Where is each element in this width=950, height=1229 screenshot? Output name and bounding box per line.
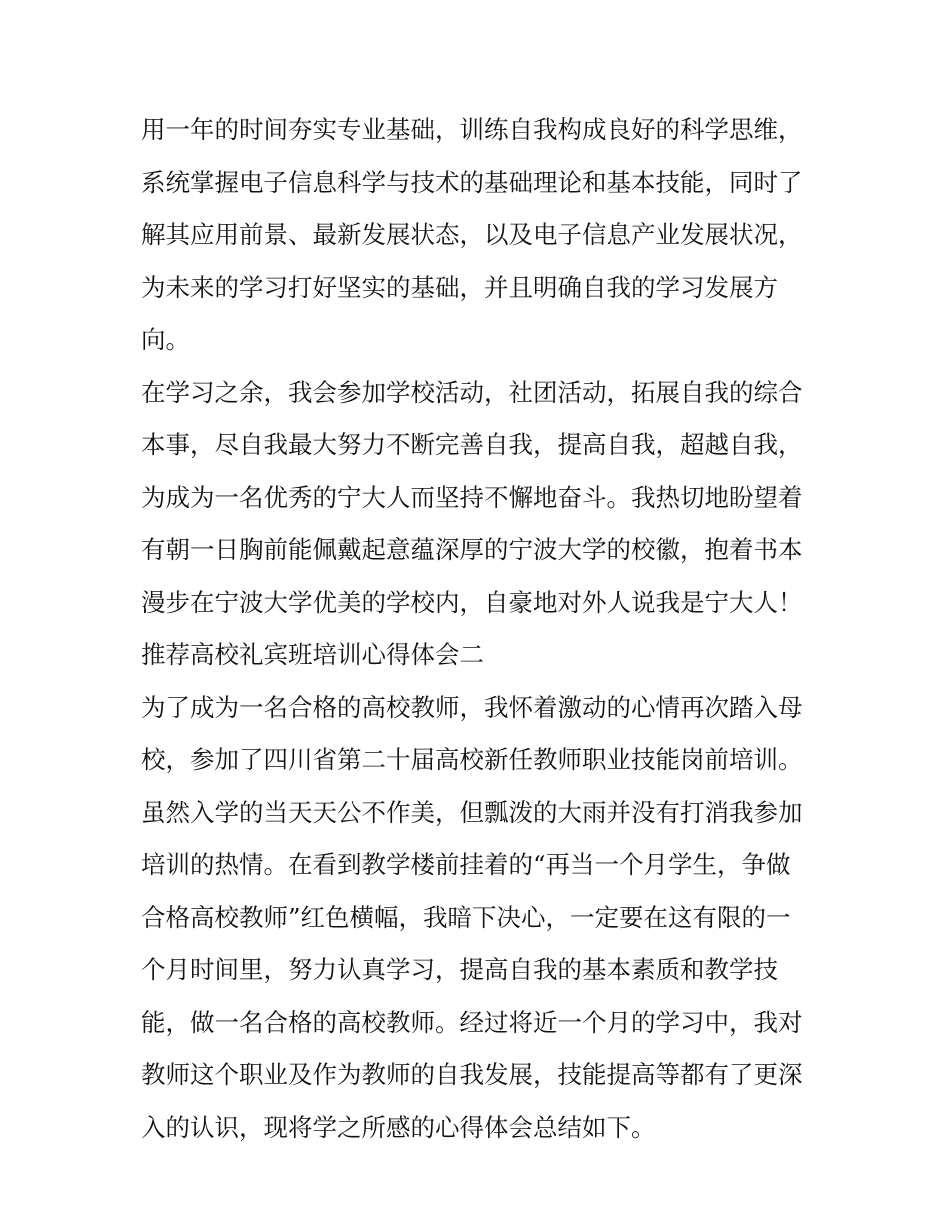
- text-line: 解其应用前景、最新发展状态，以及电子信息产业发展状况，: [141, 220, 803, 249]
- text-line: 合格高校教师”红色横幅，我暗下决心，一定要在这有限的一: [141, 902, 791, 932]
- text-line: 能，做一名合格的高校教师。经过将近一个月的学习中，我对: [141, 1007, 803, 1037]
- text-line: 教师这个职业及作为教师的自我发展，技能提高等都有了更深: [141, 1060, 803, 1089]
- text-line: 虽然入学的当天天公不作美，但瓢泼的大雨并没有打消我参加: [141, 797, 803, 827]
- text-line: 培训的热情。在看到教学楼前挂着的“再当一个月学生，争做: [141, 850, 791, 879]
- text-line: 在学习之余，我会参加学校活动，社团活动，拓展自我的综合: [141, 377, 803, 407]
- text-line: 向。: [141, 325, 190, 354]
- section-heading: 推荐高校礼宾班培训心得体会二: [141, 640, 484, 669]
- text-line: 漫步在宁波大学优美的学校内，自豪地对外人说我是宁大人！: [141, 587, 803, 617]
- text-line: 为成为一名优秀的宁大人而坚持不懈地奋斗。我热切地盼望着: [141, 482, 803, 512]
- text-line: 为了成为一名合格的高校教师，我怀着激动的心情再次踏入母: [141, 692, 803, 722]
- text-line: 有朝一日胸前能佩戴起意蕴深厚的宁波大学的校徽，抱着书本: [141, 535, 803, 564]
- text-line: 用一年的时间夯实专业基础，训练自我构成良好的科学思维，: [141, 115, 803, 144]
- text-line: 个月时间里，努力认真学习，提高自我的基本素质和教学技: [141, 955, 778, 984]
- text-line: 系统掌握电子信息科学与技术的基础理论和基本技能，同时了: [141, 167, 803, 197]
- document-body: [141, 104, 821, 1154]
- text-line: 为未来的学习打好坚实的基础，并且明确自我的学习发展方: [141, 272, 778, 302]
- text-line: 入的认识，现将学之所感的心得体会总结如下。: [141, 1112, 656, 1142]
- text-line: 本事，尽自我最大努力不断完善自我，提高自我，超越自我，: [141, 430, 803, 459]
- text-line: 校，参加了四川省第二十届高校新任教师职业技能岗前培训。: [141, 745, 803, 774]
